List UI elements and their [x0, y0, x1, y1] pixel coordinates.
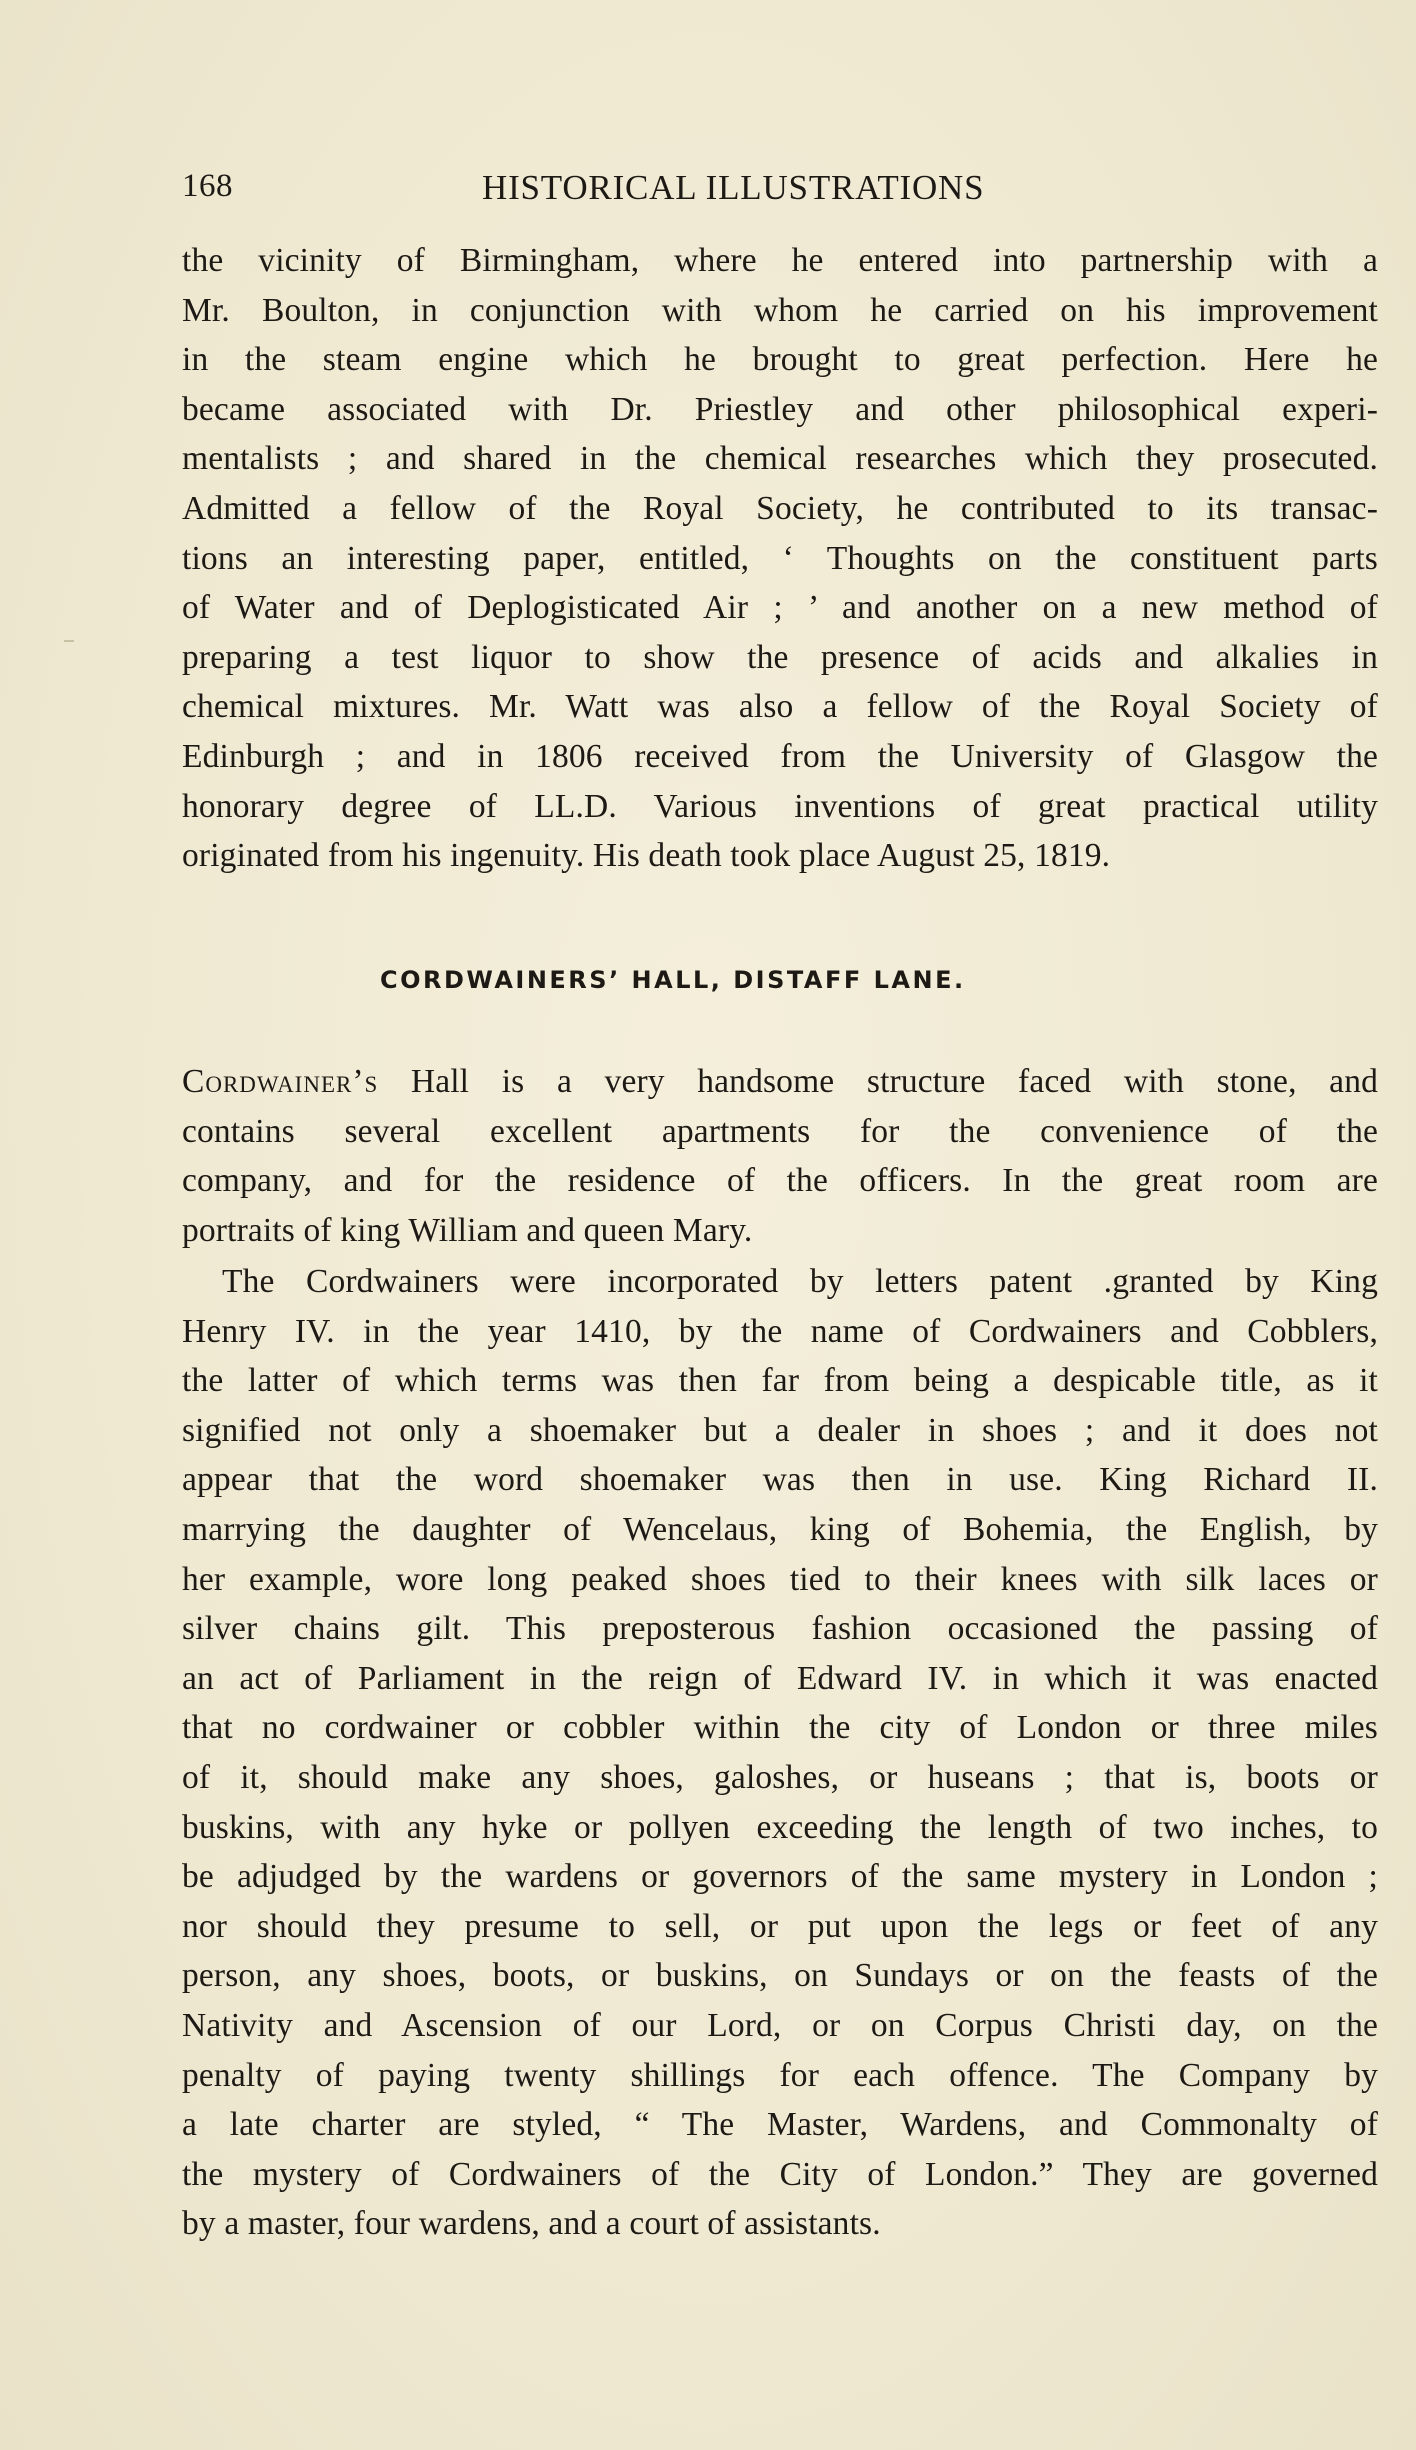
text-line: the vicinity of Birmingham, where he entered into partnership with a	[182, 242, 1378, 279]
text-line: person, any shoes, boots, or buskins, on Sundays or on the feasts of the	[182, 1957, 1378, 1995]
text-line: a late charter are styled, “ The Master, Wardens, and Commonalty of	[182, 2106, 1378, 2144]
text-line: originated from his ingenuity. His death took place August 25, 1819.	[182, 837, 1111, 875]
text-line: in the steam engine which he brought to great perfection. Here he	[182, 341, 1378, 379]
text-line: Henry IV. in the year 1410, by the name of Cordwainers and Cobblers,	[182, 1312, 1378, 1350]
paragraph-hall-description	[182, 1057, 1378, 1255]
running-title: HISTORICAL ILLUSTRATIONS	[482, 168, 985, 207]
text-line: the latter of which terms was then far from being a despicable title, as it	[182, 1362, 1378, 1400]
text-line: company, and for the residence of the officers. In the great room are	[182, 1162, 1378, 1200]
text-line: signified not only a shoemaker but a dealer in shoes ; and it does not	[182, 1411, 1378, 1449]
text-line: preparing a test liquor to show the presence of acids and alkalies in	[182, 638, 1378, 676]
text-line: an act of Parliament in the reign of Edward IV. in which it was enacted	[182, 1659, 1378, 1697]
text-line: buskins, with any hyke or pollyen exceeding the length of two inches, to	[182, 1808, 1378, 1846]
text-line: Admitted a fellow of the Royal Society, he contributed to its transac-	[182, 489, 1378, 527]
text-line: appear that the word shoemaker was then in use. King Richard II.	[182, 1461, 1378, 1499]
page-number: 168	[182, 168, 233, 204]
text-line: honorary degree of LL.D. Various inventions of great practical utility	[182, 787, 1378, 825]
text-line: Nativity and Ascension of our Lord, or on Corpus Christi day, on the	[182, 2006, 1378, 2044]
text-line: mentalists ; and shared in the chemical researches which they prosecuted.	[182, 440, 1378, 478]
paragraph-watt-biography	[182, 236, 1378, 881]
text-line: Edinburgh ; and in 1806 received from the University of Glasgow the	[182, 737, 1378, 775]
text-line: that no cordwainer or cobbler within the city of London or three miles	[182, 1709, 1378, 1747]
text-line: tions an interesting paper, entitled, ‘ Thoughts on the constituent parts	[182, 539, 1378, 577]
text-line: silver chains gilt. This preposterous fashion occasioned the passing of	[182, 1610, 1378, 1648]
text-line: marrying the daughter of Wencelaus, king of Bohemia, the English, by	[182, 1510, 1378, 1548]
first-line-rest: Hall is a very handsome structure faced with stone, and	[378, 1063, 1378, 1100]
paragraph-company-history	[182, 1257, 1378, 2249]
text-line: became associated with Dr. Priestley and other philosophical experi-	[182, 390, 1378, 428]
text-line: her example, wore long peaked shoes tied to their knees with silk laces or	[182, 1560, 1378, 1598]
text-line: portraits of king William and queen Mary.	[182, 1211, 753, 1249]
text-line: The Cordwainers were incorporated by letters patent .granted by King	[222, 1263, 1378, 1300]
text-line: chemical mixtures. Mr. Watt was also a fellow of the Royal Society of	[182, 688, 1378, 726]
text-line: the mystery of Cordwainers of the City of London.” They are governed	[182, 2155, 1378, 2193]
text-line: penalty of paying twenty shillings for each offence. The Company by	[182, 2056, 1378, 2094]
page-header	[182, 168, 1372, 212]
text-line: Mr. Boulton, in conjunction with whom he carried on his improvement	[182, 291, 1378, 329]
text-line: of Water and of Deplogisticated Air ; ’ and another on a new method of	[182, 589, 1378, 627]
lead-smallcaps: Cordwainer’s	[182, 1063, 379, 1100]
margin-mark	[64, 640, 74, 642]
text-line: contains several excellent apartments for the convenience of the	[182, 1112, 1378, 1150]
text-line: by a master, four wardens, and a court of assistants.	[182, 2205, 881, 2243]
text-line: be adjudged by the wardens or governors of the same mystery in London ;	[182, 1858, 1378, 1896]
text-line	[182, 1057, 1378, 1107]
text-line: nor should they presume to sell, or put upon the legs or feet of any	[182, 1907, 1378, 1945]
text-line: of it, should make any shoes, galoshes, or huseans ; that is, boots or	[182, 1758, 1378, 1796]
section-heading: CORDWAINERS’ HALL, DISTAFF LANE.	[380, 966, 966, 994]
